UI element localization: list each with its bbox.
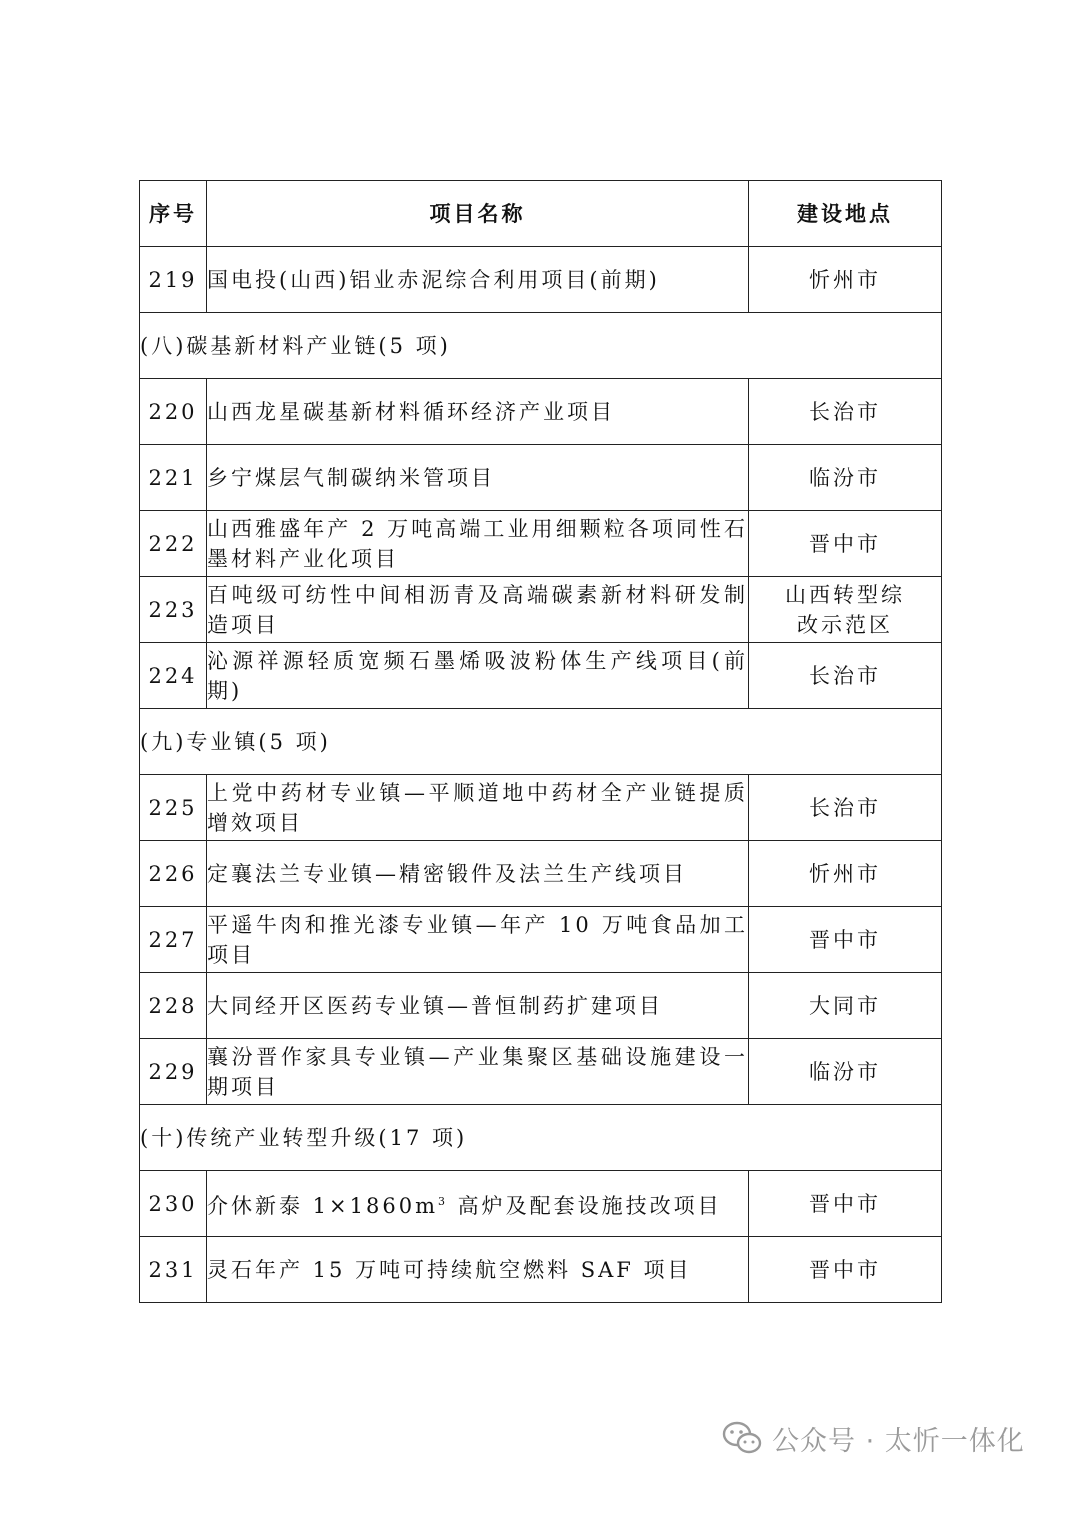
project-name: 平遥牛肉和推光漆专业镇—年产 10 万吨食品加工项目 — [207, 907, 749, 973]
row-number: 220 — [140, 379, 207, 445]
project-name: 山西龙星碳基新材料循环经济产业项目 — [207, 379, 749, 445]
table-row — [140, 247, 942, 313]
project-location: 长治市 — [749, 643, 942, 709]
wechat-icon — [722, 1421, 762, 1455]
project-location: 忻州市 — [749, 247, 942, 313]
unit-superscript: 3 — [438, 1194, 448, 1208]
section-row — [140, 313, 942, 379]
row-number: 226 — [140, 841, 207, 907]
project-location: 大同市 — [749, 973, 942, 1039]
row-number: 230 — [140, 1171, 207, 1237]
row-number: 225 — [140, 775, 207, 841]
table-header-row — [140, 181, 942, 247]
project-location: 长治市 — [749, 775, 942, 841]
table-row — [140, 775, 942, 841]
section-title: (九)专业镇(5 项) — [140, 709, 942, 775]
table-row — [140, 841, 942, 907]
section-title: (十)传统产业转型升级(17 项) — [140, 1105, 942, 1171]
table-row — [140, 643, 942, 709]
project-location: 晋中市 — [749, 1237, 942, 1303]
row-number: 224 — [140, 643, 207, 709]
table-row — [140, 907, 942, 973]
table-row — [140, 511, 942, 577]
project-name: 百吨级可纺性中间相沥青及高端碳素新材料研发制造项目 — [207, 577, 749, 643]
project-name-text: 介休新泰 1×1860m — [207, 1193, 438, 1218]
section-title: (八)碳基新材料产业链(5 项) — [140, 313, 942, 379]
project-location: 晋中市 — [749, 1171, 942, 1237]
section-row — [140, 1105, 942, 1171]
project-location: 晋中市 — [749, 907, 942, 973]
table-row — [140, 1039, 942, 1105]
project-name: 定襄法兰专业镇—精密锻件及法兰生产线项目 — [207, 841, 749, 907]
header-no: 序号 — [140, 181, 207, 247]
project-name: 乡宁煤层气制碳纳米管项目 — [207, 445, 749, 511]
row-number: 221 — [140, 445, 207, 511]
row-number: 231 — [140, 1237, 207, 1303]
row-number: 222 — [140, 511, 207, 577]
project-name: 襄汾晋作家具专业镇—产业集聚区基础设施建设一期项目 — [207, 1039, 749, 1105]
project-location: 晋中市 — [749, 511, 942, 577]
watermark — [722, 1418, 1025, 1458]
header-name: 项目名称 — [207, 181, 749, 247]
table-row — [140, 973, 942, 1039]
project-name: 大同经开区医药专业镇—普恒制药扩建项目 — [207, 973, 749, 1039]
project-location: 忻州市 — [749, 841, 942, 907]
row-number: 229 — [140, 1039, 207, 1105]
project-location: 临汾市 — [749, 445, 942, 511]
row-number: 223 — [140, 577, 207, 643]
project-location: 山西转型综改示范区 — [749, 577, 942, 643]
project-name: 山西雅盛年产 2 万吨高端工业用细颗粒各项同性石墨材料产业化项目 — [207, 511, 749, 577]
header-location: 建设地点 — [749, 181, 942, 247]
section-row — [140, 709, 942, 775]
project-name: 灵石年产 15 万吨可持续航空燃料 SAF 项目 — [207, 1237, 749, 1303]
row-number: 228 — [140, 973, 207, 1039]
project-location: 长治市 — [749, 379, 942, 445]
table-row — [140, 577, 942, 643]
table-row — [140, 379, 942, 445]
table-body — [140, 247, 942, 1303]
project-name: 沁源祥源轻质宽频石墨烯吸波粉体生产线项目(前期) — [207, 643, 749, 709]
table-row — [140, 1171, 942, 1237]
project-name — [207, 1171, 749, 1237]
project-table — [139, 180, 942, 1303]
row-number: 219 — [140, 247, 207, 313]
row-number: 227 — [140, 907, 207, 973]
table-row — [140, 445, 942, 511]
watermark-text: 公众号 · 太忻一体化 — [772, 1425, 1025, 1457]
project-name: 国电投(山西)铝业赤泥综合利用项目(前期) — [207, 247, 749, 313]
project-location: 临汾市 — [749, 1039, 942, 1105]
table-row — [140, 1237, 942, 1303]
project-name-tail: 高炉及配套设施技改项目 — [448, 1193, 722, 1218]
project-name: 上党中药材专业镇—平顺道地中药材全产业链提质增效项目 — [207, 775, 749, 841]
